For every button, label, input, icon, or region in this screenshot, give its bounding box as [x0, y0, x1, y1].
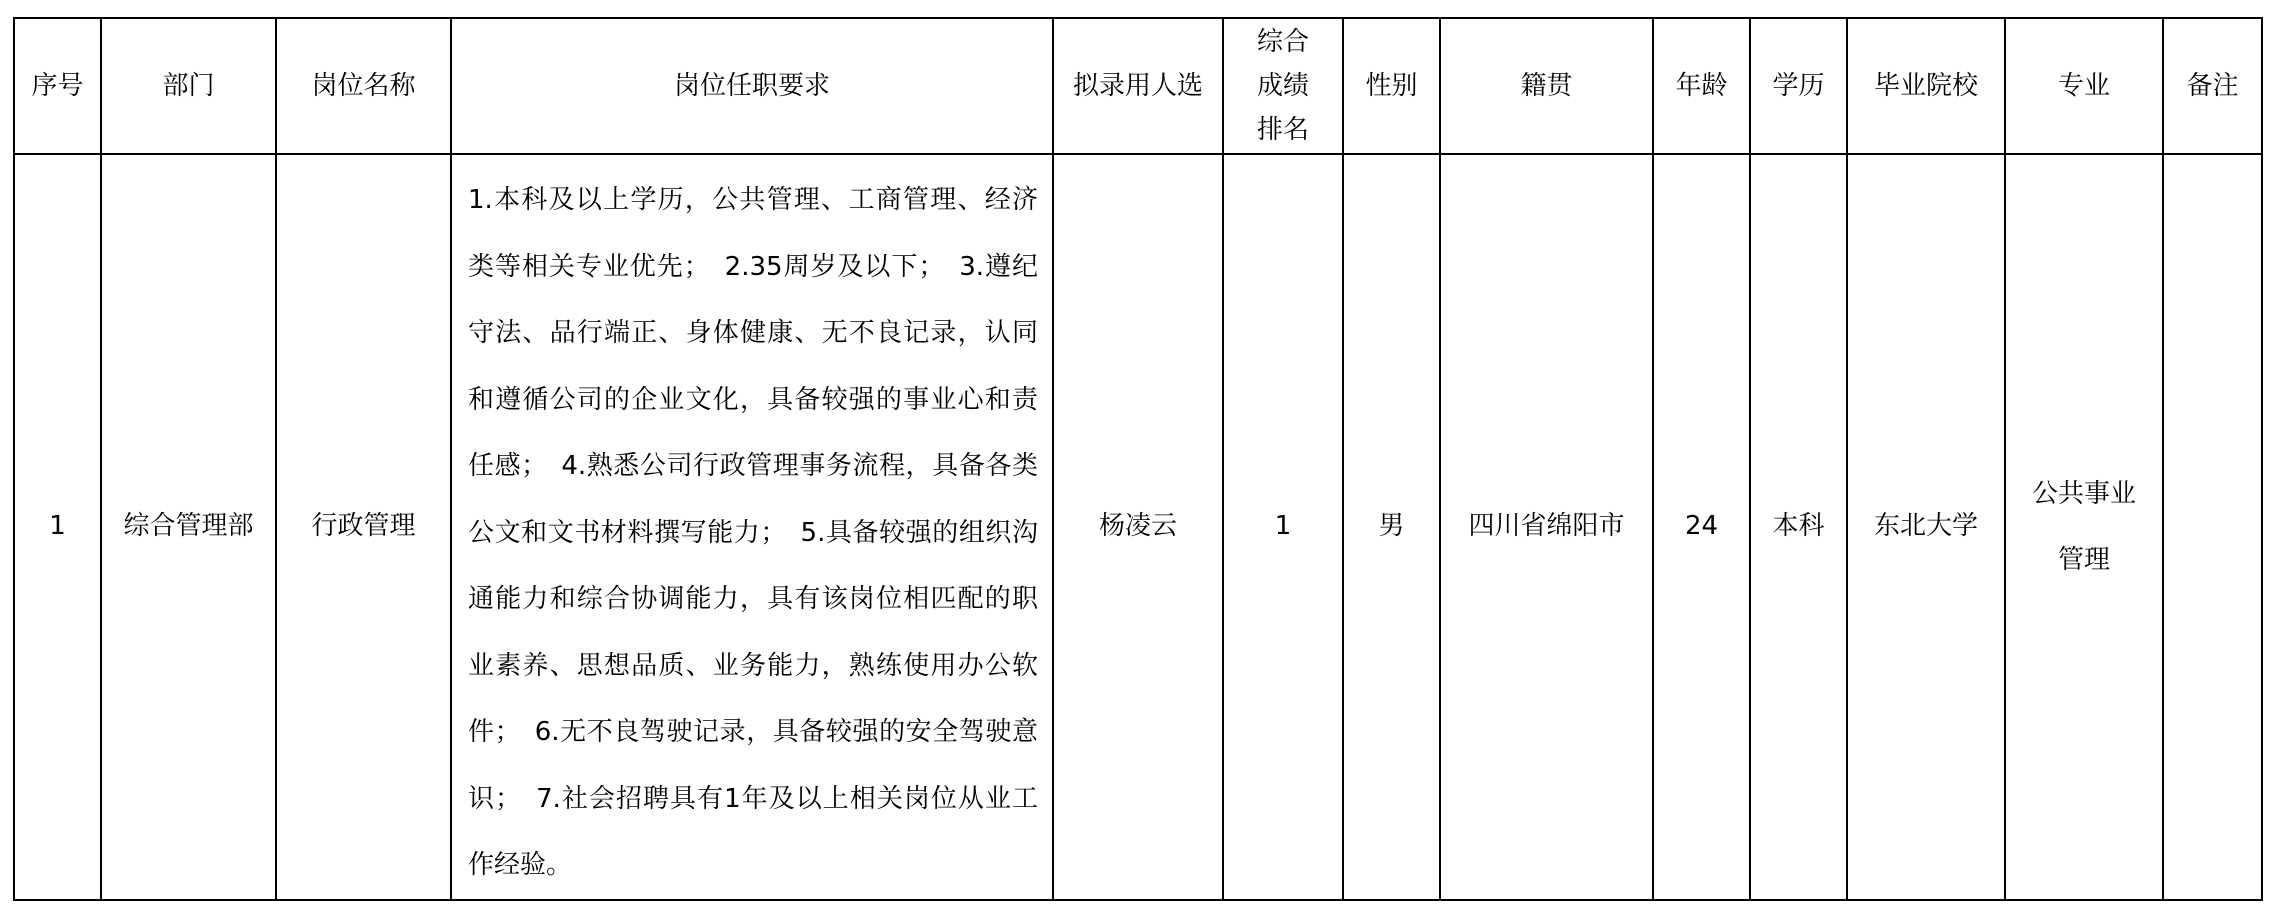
cell-remarks — [2163, 154, 2262, 900]
table-row — [14, 154, 2262, 900]
recruitment-table — [13, 17, 2263, 901]
cell-candidate: 杨凌云 — [1053, 154, 1223, 900]
cell-position: 行政管理 — [276, 154, 451, 900]
header-remarks: 备注 — [2163, 18, 2262, 154]
header-education: 学历 — [1750, 18, 1847, 154]
header-school: 毕业院校 — [1847, 18, 2005, 154]
header-major: 专业 — [2005, 18, 2163, 154]
header-requirements: 岗位任职要求 — [451, 18, 1053, 154]
header-gender: 性别 — [1343, 18, 1440, 154]
header-row — [14, 18, 2262, 154]
cell-hometown: 四川省绵阳市 — [1440, 154, 1653, 900]
header-candidate: 拟录用人选 — [1053, 18, 1223, 154]
cell-rank: 1 — [1223, 154, 1343, 900]
header-age: 年龄 — [1653, 18, 1750, 154]
cell-requirements: 1.本科及以上学历，公共管理、工商管理、经济类等相关专业优先； 2.35周岁及以下； 3.遵纪守法、品行端正、身体健康、无不良记录，认同和遵循公司的企业文化，具备较强的事业心和责任感； 4.熟悉公司行政管理事务流程，具备各类公文和文书材料撰写能力； 5.具备较强的组织沟通能力和综合协调能力，具有该岗位相匹配的职业素养、思想品质、业务能力，熟练使用办公软件； 6.无不良驾驶记录，具备较强的安全驾驶意识； 7.社会招聘具有1年及以上相关岗位从业工作经验。 — [451, 154, 1053, 900]
cell-major: 公共事业管理 — [2005, 154, 2163, 900]
cell-seq: 1 — [14, 154, 101, 900]
header-seq: 序号 — [14, 18, 101, 154]
cell-gender: 男 — [1343, 154, 1440, 900]
cell-education: 本科 — [1750, 154, 1847, 900]
header-position: 岗位名称 — [276, 18, 451, 154]
cell-school: 东北大学 — [1847, 154, 2005, 900]
cell-age: 24 — [1653, 154, 1750, 900]
header-hometown: 籍贯 — [1440, 18, 1653, 154]
header-rank: 综合成绩排名 — [1223, 18, 1343, 154]
header-department: 部门 — [101, 18, 276, 154]
cell-department: 综合管理部 — [101, 154, 276, 900]
